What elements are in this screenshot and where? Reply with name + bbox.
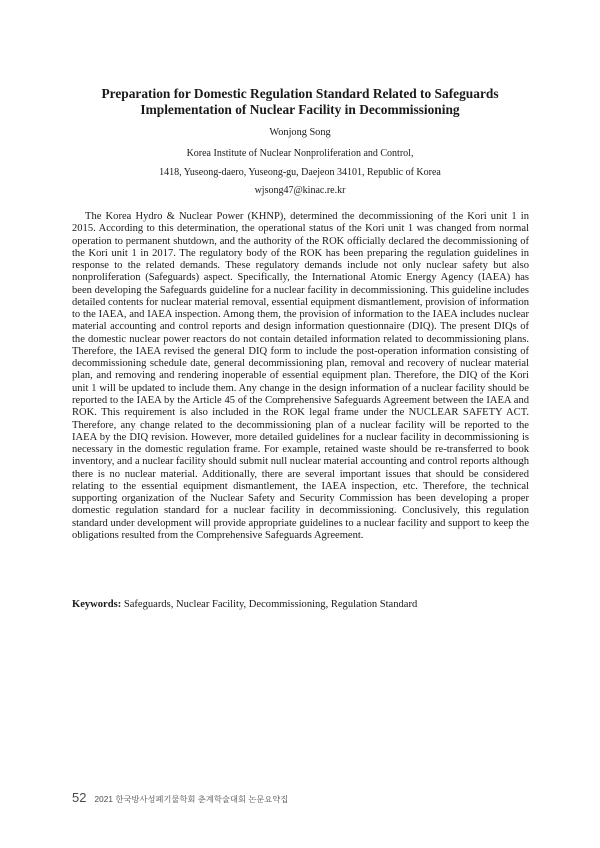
page-number: 52 — [72, 790, 87, 805]
page-footer — [72, 790, 288, 806]
keywords-line — [72, 598, 529, 611]
abstract-text: The Korea Hydro & Nuclear Power (KHNP), determined the decommissioning of the Kori unit 1 in 2015. According to this determination, the operational status of the Kori unit 1 was changed from normal operation to permanent shutdown, and the authority of the ROK officially declared the decommissioning of the Kori unit 1 in 2017. The regulatory body of the ROK has been preparing the regulation guidelines in response to the related demands. These regulatory demands include not only nuclear safety but also nonproliferation (Safeguards) aspect. Specifically, the International Atomic Energy Agency (IAEA) has been developing the Safeguards guideline for a nuclear facility in decommissioning. This guideline includes detailed contents for nuclear material removal, essential equipment dismantlement, provision of information to the IAEA, and IAEA inspection. Among them, the provision of information to the IAEA includes nuclear material accounting and control reports and design information questionnaire (DIQ). The present DIQs of the domestic nuclear power reactors do not contain detailed information related to decommissioning plans. Therefore, the IAEA revised the general DIQ form to include the post-operation information consisting of decommissioning schedule date, general decommissioning plan, removal and recovery of nuclear material plan, and removing and rendering inoperable of essential equipment plan. Therefore, the DIQ of the Kori unit 1 will be updated to include them. Any change in the design information of a nuclear facility should be reported to the IAEA by the Article 45 of the Comprehensive Safeguards Agreement between the IAEA and ROK. This requirement is also included in the ROK legal frame under the NUCLEAR SAFETY ACT. Therefore, any change related to the decommissioning plan of a nuclear facility will be reported to the IAEA by the DIQ revision. However, more detailed guidelines for a nuclear facility in decommissioning is necessary in the domestic regulation frame. For example, retained waste should be re-transferred to book inventory, and a nuclear facility should submit null nuclear material accounting and control reports although there is no nuclear material. Additionally, there are several important issues that should be considered relating to the essential equipment dismantlement, the IAEA inspection, etc. Therefore, the technical supporting organization of the Nuclear Safety and Security Commission has been developing a proper domestic regulation standard for a nuclear facility in decommissioning. Conclusively, this regulation standard under development will provide appropriate guidelines to a nuclear facility and support to keep the obligations resulted from the Comprehensive Safeguards Agreement. — [72, 211, 529, 541]
author-email: wjsong47@kinac.re.kr — [254, 185, 346, 196]
footer-text: 2021 한국방사성폐기물학회 춘계학술대회 논문요약집 — [94, 795, 289, 804]
affiliation-line-1: Korea Institute of Nuclear Nonproliferation and Control, — [186, 148, 414, 159]
keywords-value: Safeguards, Nuclear Facility, Decommissioning, Regulation Standard — [121, 599, 418, 610]
author-name: Wonjong Song — [269, 127, 331, 138]
affiliation-line-2: 1418, Yuseong-daero, Yuseong-gu, Daejeon 34101, Republic of Korea — [159, 167, 441, 178]
paper-title-line-1: Preparation for Domestic Regulation Standard Related to Safeguards — [101, 86, 499, 101]
paper-title — [60, 86, 540, 118]
keywords-label: Keywords: — [72, 599, 122, 610]
paper-title-line-2: Implementation of Nuclear Facility in Decommissioning — [140, 102, 460, 117]
